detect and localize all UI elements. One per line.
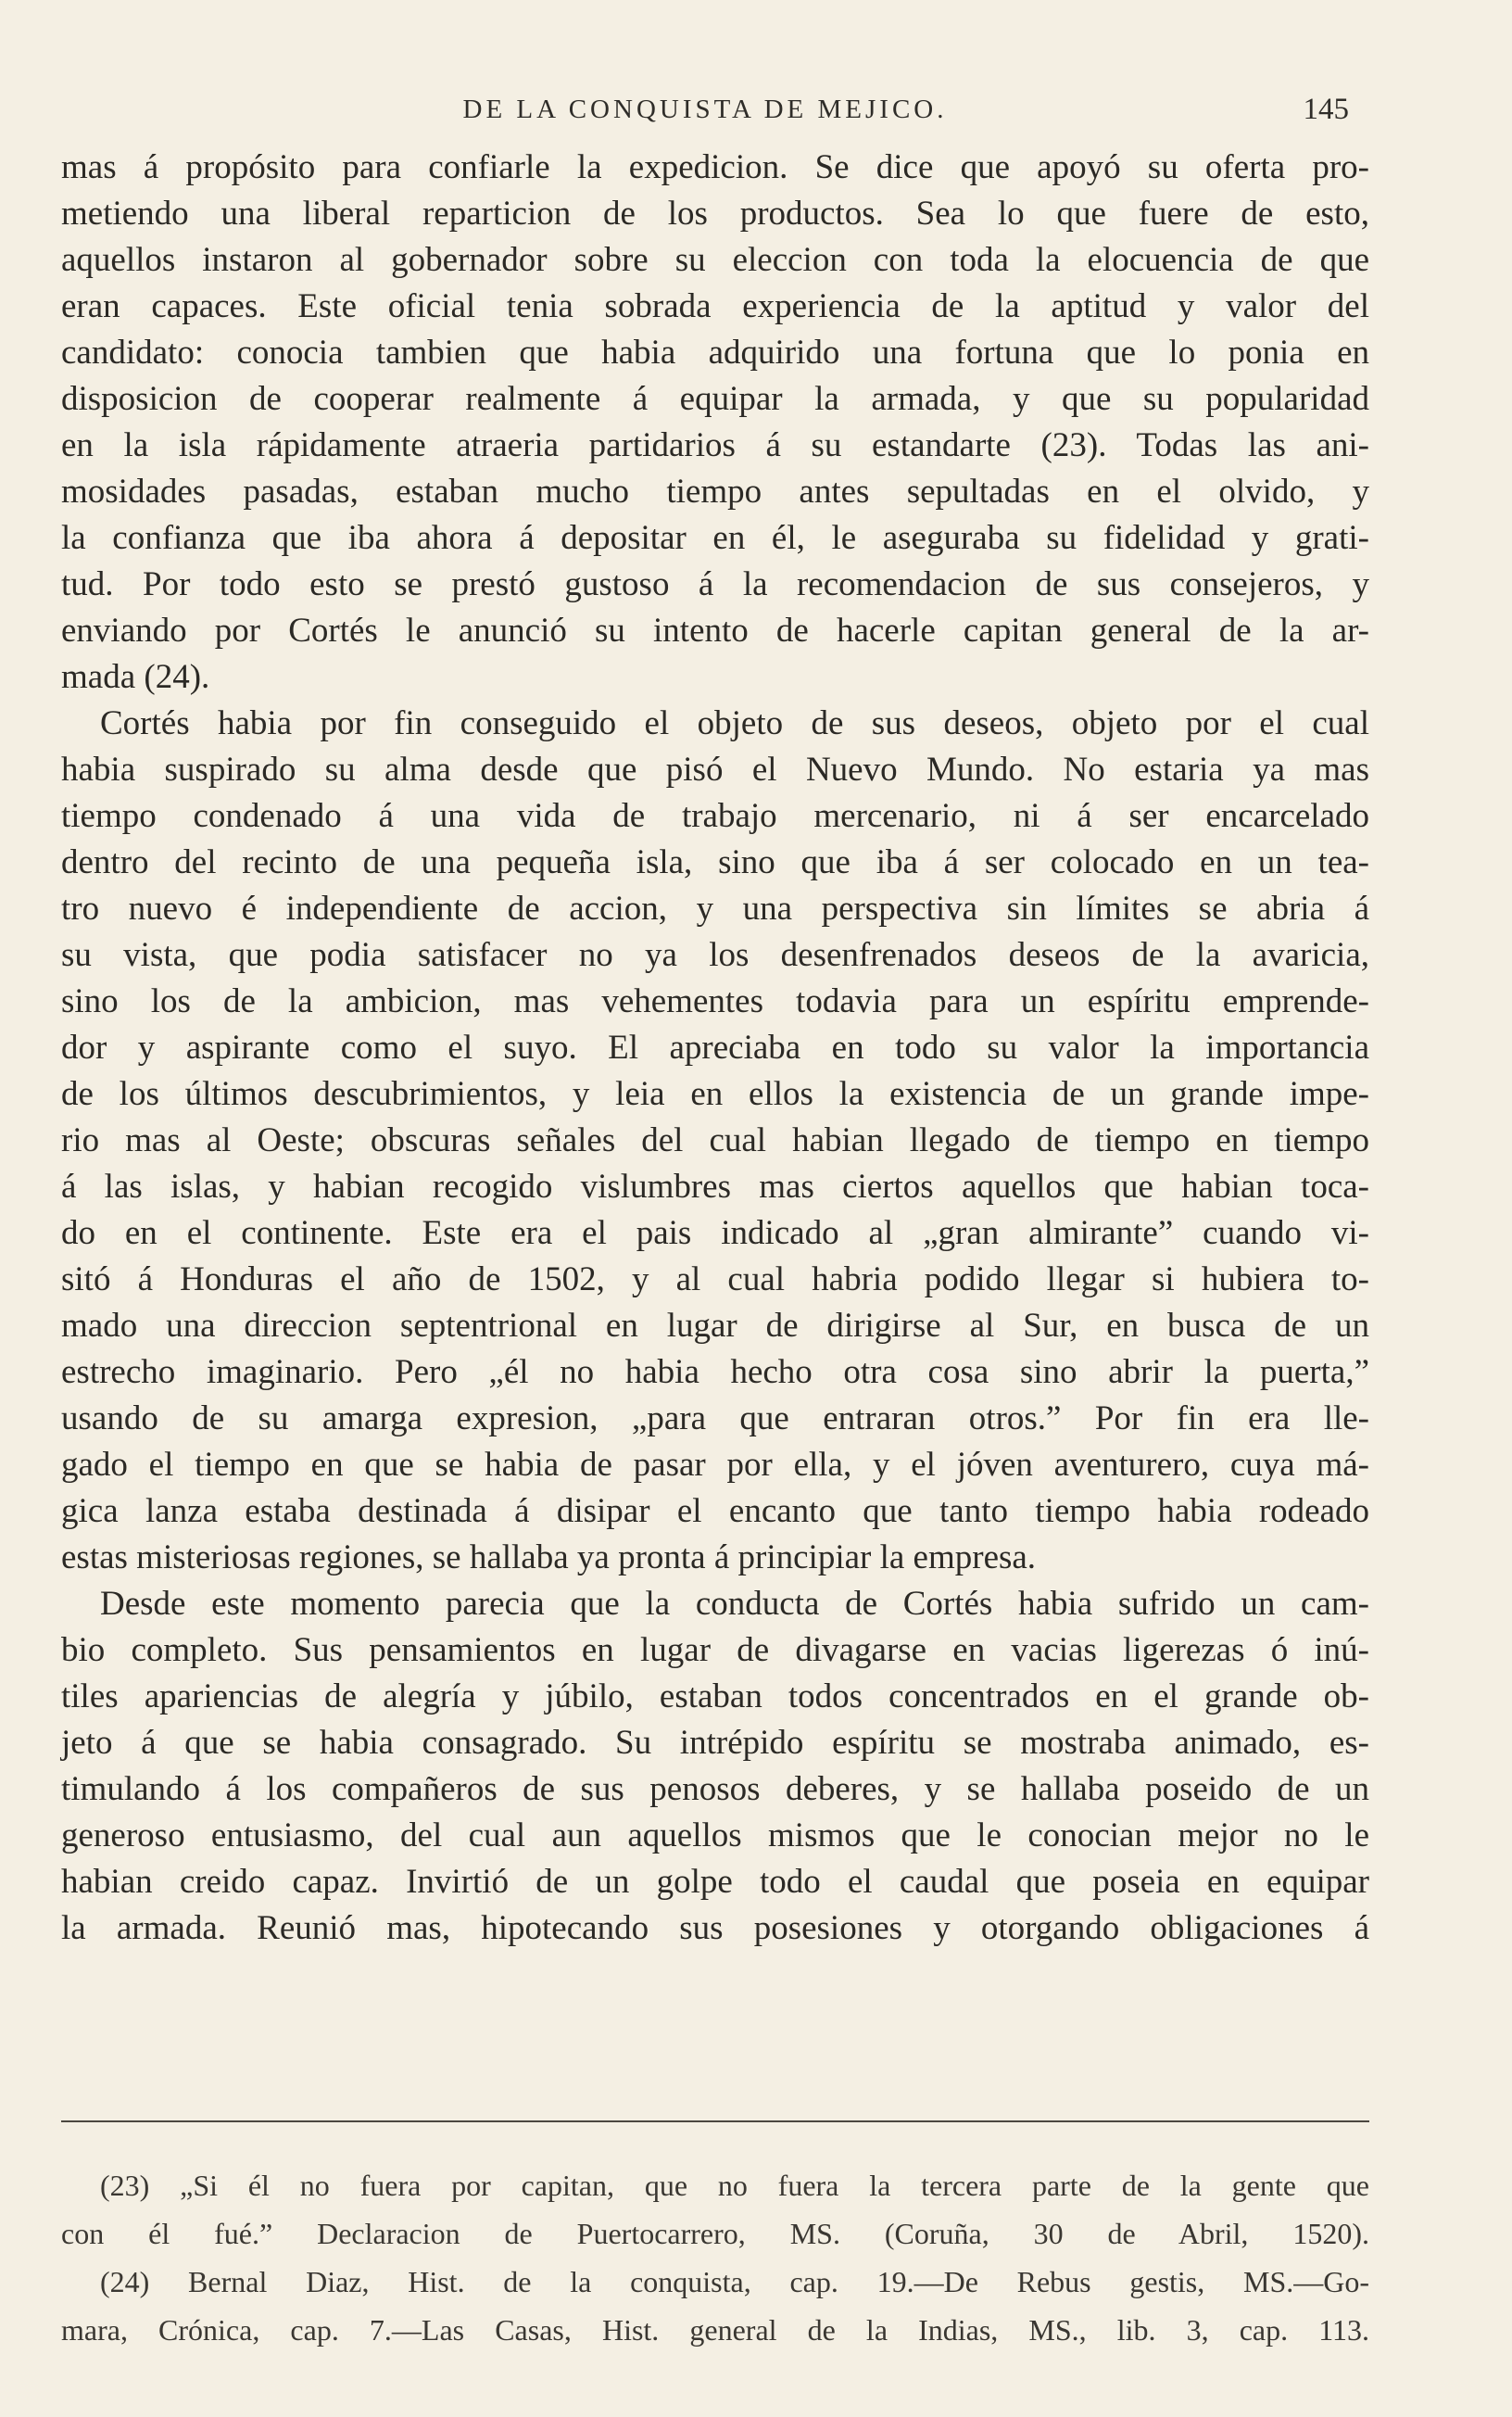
text-line: bio completo. Sus pensamientos en lugar de divagarse en vacias ligerezas ó inú- [61,1631,1369,1669]
text-line: sitó á Honduras el año de 1502, y al cual habria podido llegar si hubiera to- [61,1260,1369,1298]
text-line: de los últimos descubrimientos, y leia en ellos la existencia de un grande impe- [61,1075,1369,1113]
text-line: candidato: conocia tambien que habia adquirido una fortuna que lo ponia en [61,334,1369,372]
text-line: su vista, que podia satisfacer no ya los desenfrenados deseos de la avaricia, [61,936,1369,974]
text-line: la armada. Reunió mas, hipotecando sus posesiones y otorgando obligaciones á [61,1909,1369,1947]
text-line: enviando por Cortés le anunció su intento de hacerle capitan general de la ar- [61,612,1369,650]
text-line: do en el continente. Este era el pais indicado al „gran almirante” cuando vi- [61,1214,1369,1252]
text-line: dentro del recinto de una pequeña isla, sino que iba á ser colocado en un tea- [61,843,1369,881]
footnotes [61,2161,1369,2354]
text-line: usando de su amarga expresion, „para que entraran otros.” Por fin era lle- [61,1399,1369,1437]
text-line: á las islas, y habian recogido vislumbres mas ciertos aquellos que habian toca- [61,1168,1369,1206]
text-line: Desde este momento parecia que la conducta de Cortés habia sufrido un cam- [100,1585,1369,1623]
text-line: estas misteriosas regiones, se hallaba ya pronta á principiar la empresa. [61,1538,1037,1576]
text-line: rio mas al Oeste; obscuras señales del cual habian llegado de tiempo en tiempo [61,1121,1369,1159]
text-line: en la isla rápidamente atraeria partidarios á su estandarte (23). Todas las ani- [61,426,1369,464]
footnote-divider [61,2120,1369,2122]
footnote-line: (24) Bernal Diaz, Hist. de la conquista, cap. 19.—De Rebus gestis, MS.—Go- [100,2265,1369,2298]
footnote-line: mara, Crónica, cap. 7.—Las Casas, Hist. general de la Indias, MS., lib. 3, cap. 113. [61,2313,1369,2347]
text-line: eran capaces. Este oficial tenia sobrada experiencia de la aptitud y valor del [61,287,1369,325]
running-title: DE LA CONQUISTA DE MEJICO. [462,95,948,124]
text-line: Cortés habia por fin conseguido el objeto de sus deseos, objeto por el cual [100,704,1369,742]
footnote-line: con él fué.” Declaracion de Puertocarrero, MS. (Coruña, 30 de Abril, 1520). [61,2217,1369,2250]
text-line: disposicion de cooperar realmente á equipar la armada, y que su popularidad [61,380,1369,418]
text-line: dor y aspirante como el suyo. El apreciaba en todo su valor la importancia [61,1029,1369,1067]
text-line: generoso entusiasmo, del cual aun aquellos mismos que le conocian mejor no le [61,1816,1369,1854]
text-line: sino los de la ambicion, mas vehementes todavia para un espíritu emprende- [61,982,1369,1020]
footnote-line: (23) „Si él no fuera por capitan, que no fuera la tercera parte de la gente que [100,2169,1369,2202]
text-line: la confianza que iba ahora á depositar en él, le aseguraba su fidelidad y grati- [61,519,1369,557]
page-number: 145 [1303,93,1349,126]
text-line: tro nuevo é independiente de accion, y una perspectiva sin límites se abria á [61,890,1369,928]
running-header [61,95,1349,132]
text-line: habia suspirado su alma desde que pisó el Nuevo Mundo. No estaria ya mas [61,751,1369,789]
text-line: estrecho imaginario. Pero „él no habia hecho otra cosa sino abrir la puerta,” [61,1353,1369,1391]
text-line: gado el tiempo en que se habia de pasar por ella, y el jóven aventurero, cuya má- [61,1446,1369,1484]
text-line: jeto á que se habia consagrado. Su intrépido espíritu se mostraba animado, es- [61,1724,1369,1762]
main-text [61,145,1369,1952]
text-line: gica lanza estaba destinada á disipar el encanto que tanto tiempo habia rodeado [61,1492,1369,1530]
text-line: tiles apariencias de alegría y júbilo, estaban todos concentrados en el grande ob- [61,1677,1369,1715]
text-line: mosidades pasadas, estaban mucho tiempo antes sepultadas en el olvido, y [61,473,1369,511]
text-line: mas á propósito para confiarle la expedicion. Se dice que apoyó su oferta pro- [61,148,1369,186]
text-line: mado una direccion septentrional en lugar de dirigirse al Sur, en busca de un [61,1307,1369,1345]
text-line: habian creido capaz. Invirtió de un golpe todo el caudal que poseia en equipar [61,1863,1369,1901]
text-line: timulando á los compañeros de sus penosos deberes, y se hallaba poseido de un [61,1770,1369,1808]
text-line: tiempo condenado á una vida de trabajo mercenario, ni á ser encarcelado [61,797,1369,835]
text-line: mada (24). [61,658,210,696]
text-line: tud. Por todo esto se prestó gustoso á la recomendacion de sus consejeros, y [61,565,1369,603]
text-line: aquellos instaron al gobernador sobre su eleccion con toda la elocuencia de que [61,241,1369,279]
text-line: metiendo una liberal reparticion de los productos. Sea lo que fuere de esto, [61,195,1369,233]
